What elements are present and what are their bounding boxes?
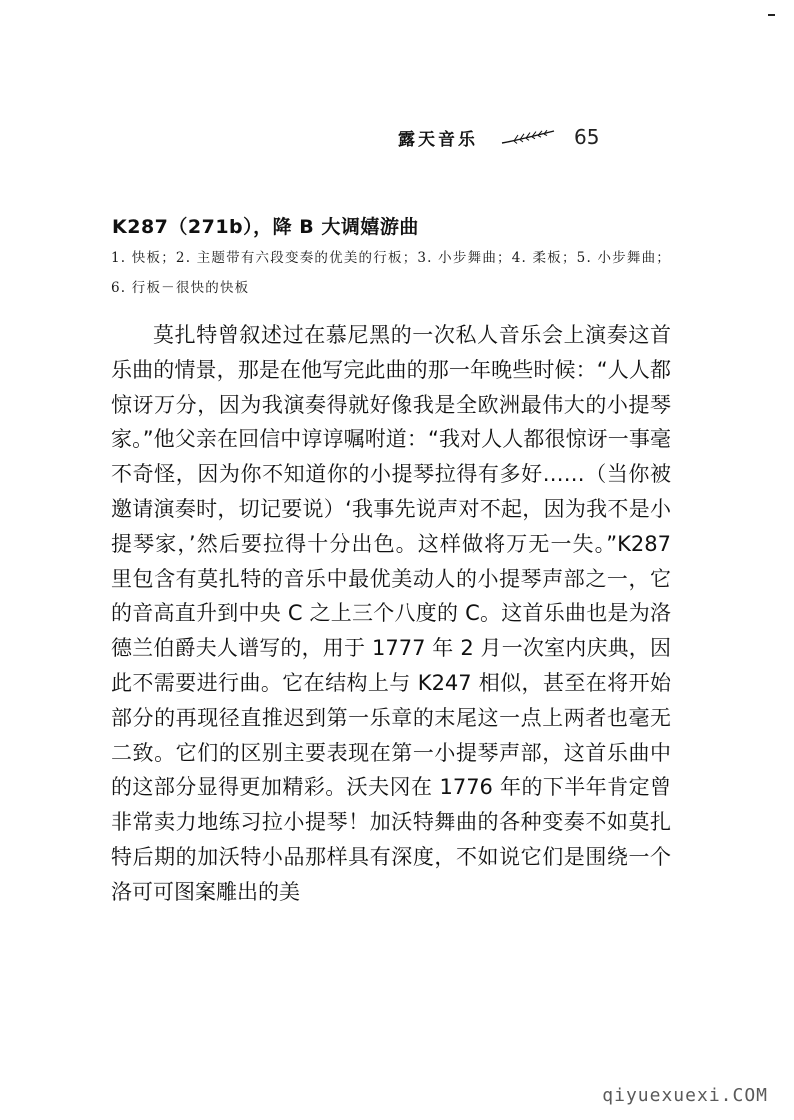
watermark: qiyuexuexi.COM: [602, 1085, 768, 1106]
page-number: 65: [574, 125, 600, 149]
body-paragraph: 莫扎特曾叙述过在慕尼黑的一次私人音乐会上演奏这首乐曲的情景，那是在他写完此曲的那一年晚些时候：“人人都惊讶万分，因为我演奏得就好像我是全欧洲最伟大的小提琴家。”他父亲在回信中谆谆嘱咐道：“我对人人都很惊讶一事毫不奇怪，因为你不知道你的小提琴拉得有多好……（当你被邀请演奏时，切记要说）‘我事先说声对不起，因为我不是小提琴家，’然后要拉得十分出色。这样做将万无一失。”K287 里包含有莫扎特的音乐中最优美动人的小提琴声部之一，它的音高直升到中央 C 之上三个八度的 C。这首乐曲也是为洛德兰伯爵夫人谱写的，用于 1777 年 2 月一次室内庆典，因此不需要进行曲。它在结构上与 K247 相似，甚至在将开始部分的再现径直推迟到第一乐章的末尾这一点上两者也毫无二致。它们的区别主要表现在第一小提琴声部，这首乐曲中的这部分显得更加精彩。沃夫冈在 1776 年的下半年肯定曾非常卖力地练习拉小提琴！加沃特舞曲的各种变奏不如莫扎特后期的加沃特小品那样具有深度，不如说它们是围绕一个洛可可图案雕出的美: [111, 323, 671, 904]
running-head: [398, 124, 599, 150]
feather-icon: [500, 129, 556, 145]
corner-mark: [768, 14, 775, 16]
running-title: 露天音乐: [398, 129, 478, 150]
section-title: K287（271b），降 B 大调嬉游曲: [112, 216, 419, 238]
movement-list: 1. 快板；2. 主题带有六段变奏的优美的行板；3. 小步舞曲；4. 柔板；5. 小步舞曲；6. 行板－很快的快板: [111, 250, 671, 296]
